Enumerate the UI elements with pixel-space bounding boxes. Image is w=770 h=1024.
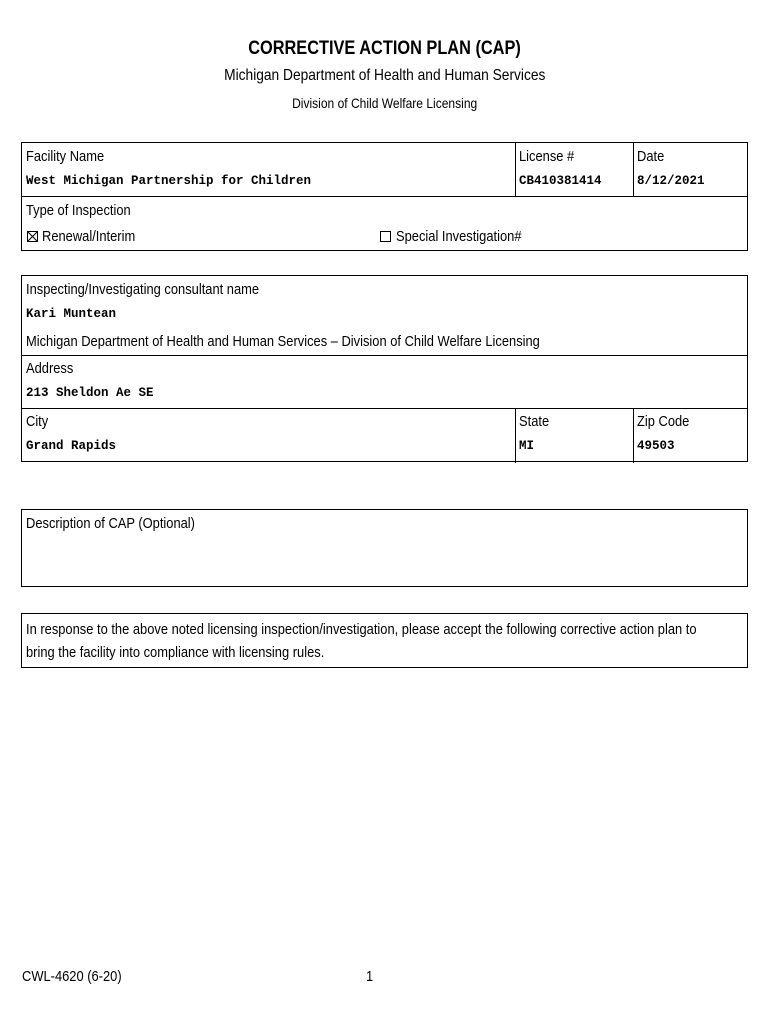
consultant-name-label xyxy=(26,281,297,298)
facility-name-field[interactable]: West Michigan Partnership for Children xyxy=(26,174,312,188)
renewal-label xyxy=(42,228,150,245)
special-investigation-checkbox[interactable] xyxy=(380,231,391,242)
division-text: Division of Child Welfare Licensing xyxy=(292,95,478,111)
inspection-type-label-text: Type of Inspection xyxy=(26,202,131,219)
date-label-text: Date xyxy=(637,148,665,165)
form-code-text: CWL-4620 (6-20) xyxy=(22,968,122,985)
inspection-type-label xyxy=(26,202,148,219)
city-label-text: City xyxy=(26,413,49,430)
consultant-section xyxy=(21,275,748,462)
divider xyxy=(22,355,747,356)
description-label xyxy=(26,515,222,532)
special-investigation-label-text: Special Investigation# xyxy=(396,228,522,245)
divider xyxy=(515,143,516,196)
division-subtitle xyxy=(0,95,770,111)
consultant-agency xyxy=(26,333,624,350)
response-section xyxy=(21,613,748,668)
license-label-text: License # xyxy=(519,148,575,165)
state-field[interactable]: MI xyxy=(519,439,535,453)
address-label xyxy=(26,360,81,377)
page-title xyxy=(0,38,770,60)
date-field[interactable]: 8/12/2021 xyxy=(637,174,705,188)
page-number xyxy=(366,968,374,985)
divider xyxy=(515,408,516,463)
renewal-label-text: Renewal/Interim xyxy=(42,228,136,245)
form-code xyxy=(22,968,138,985)
city-label xyxy=(26,413,52,430)
city-field[interactable]: Grand Rapids xyxy=(26,439,117,453)
consultant-agency-text: Michigan Department of Health and Human Services – Division of Child Welfare Licensing xyxy=(26,333,540,350)
divider xyxy=(633,408,634,463)
facility-name-label xyxy=(26,148,117,165)
state-label-text: State xyxy=(519,413,550,430)
license-label xyxy=(519,148,583,165)
department-text: Michigan Department of Health and Human Services xyxy=(224,67,546,84)
date-label xyxy=(637,148,669,165)
description-label-text: Description of CAP (Optional) xyxy=(26,515,195,532)
divider xyxy=(22,196,747,197)
license-field[interactable]: CB410381414 xyxy=(519,174,602,188)
zip-field[interactable]: 49503 xyxy=(637,439,675,453)
department-subtitle xyxy=(0,67,770,85)
facility-name-label-text: Facility Name xyxy=(26,148,105,165)
facility-section xyxy=(21,142,748,251)
consultant-name-label-text: Inspecting/Investigating consultant name xyxy=(26,281,260,298)
renewal-checkbox[interactable] xyxy=(27,231,38,242)
response-text: In response to the above noted licensing inspection/investigation, please accept the following corrective action plan to bring the facility into compliance with licensing rules. xyxy=(26,621,697,661)
consultant-name-field[interactable]: Kari Muntean xyxy=(26,307,117,321)
description-section[interactable] xyxy=(21,509,748,587)
title-text: CORRECTIVE ACTION PLAN (CAP) xyxy=(248,38,522,59)
divider xyxy=(22,408,747,409)
special-investigation-label xyxy=(396,228,542,245)
state-label xyxy=(519,413,554,430)
divider xyxy=(633,143,634,196)
page-number-text: 1 xyxy=(366,968,374,985)
address-label-text: Address xyxy=(26,360,74,377)
zip-label xyxy=(637,413,698,430)
zip-label-text: Zip Code xyxy=(637,413,690,430)
address-field[interactable]: 213 Sheldon Ae SE xyxy=(26,386,154,400)
